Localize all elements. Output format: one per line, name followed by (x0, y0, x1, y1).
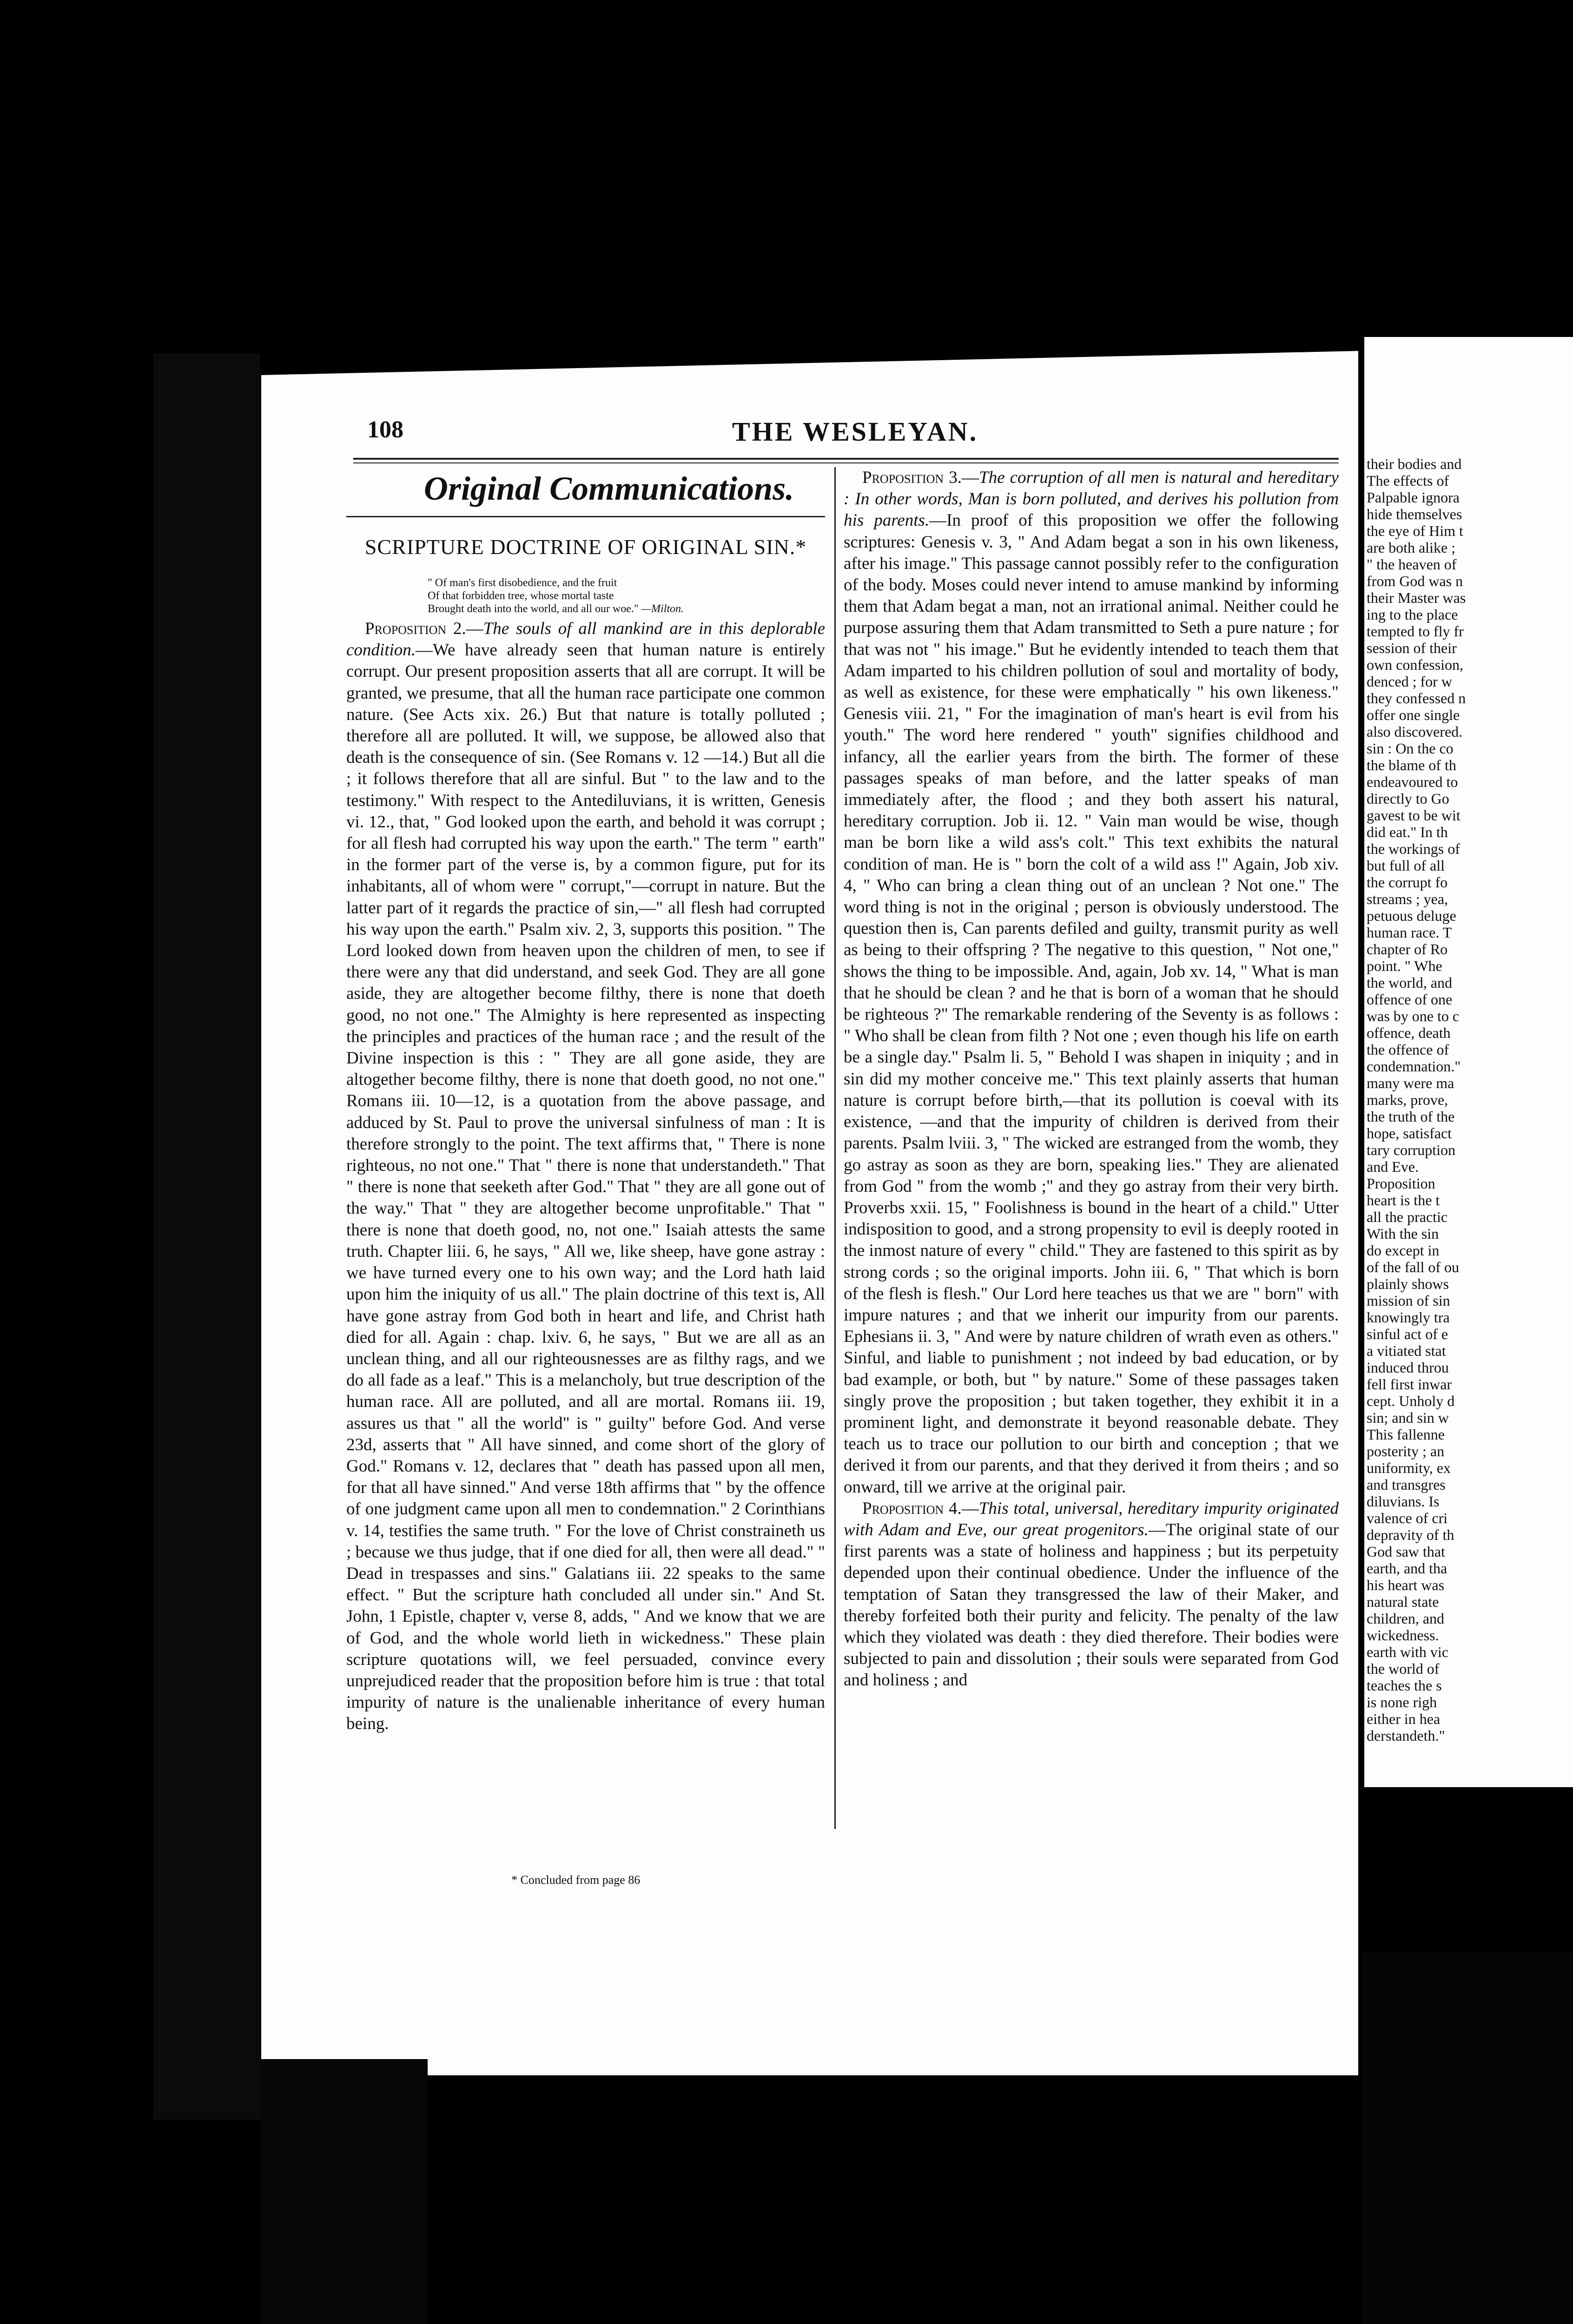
next-page-line: wickedness. (1367, 1627, 1439, 1644)
next-page-line: condemnation." (1367, 1058, 1461, 1075)
next-page-line: the world, and (1367, 974, 1452, 991)
next-page-line: tempted to fly fr (1367, 623, 1464, 640)
next-page-line: petuous deluge (1367, 907, 1456, 924)
header-rule (353, 458, 1339, 460)
epigraph (428, 576, 818, 615)
next-page-line: hide themselves (1367, 506, 1462, 522)
proposition-4-text: —The original state of our first parents was a state of holiness and happiness ; but its perpetuity depended upon their continual obedience. Under the influence of the temptation of Satan they transgressed the law of their Maker, and thereby forfeited both their purity and felicity. The penalty of the law which they violated was death : they died therefore. Their bodies were subjected to pain and dissolution ; their souls were separated from God and holiness ; and (844, 1520, 1339, 1690)
next-page-line: earth, and tha (1367, 1560, 1447, 1577)
footnote: * Concluded from page 86 (511, 1873, 641, 1887)
next-page-line: teaches the s (1367, 1677, 1442, 1694)
next-page-line: their Master was (1367, 589, 1466, 606)
next-page-line: This fallenne (1367, 1426, 1445, 1443)
next-page-line: diluvians. Is (1367, 1493, 1440, 1510)
left-column (346, 618, 825, 1845)
next-page-line: heart is the t (1367, 1192, 1440, 1208)
next-page-line: many were ma (1367, 1075, 1454, 1091)
proposition-3-heading: The corruption of all men is natural and hereditary : In other words, Man is born polluted, and derives his pollution from his parents. (844, 468, 1339, 530)
next-page-line: valence of cri (1367, 1510, 1448, 1526)
next-page-line: hope, satisfact (1367, 1125, 1452, 1142)
next-page-line: did eat." In th (1367, 824, 1448, 840)
next-page-line: chapter of Ro (1367, 941, 1448, 957)
next-page-line: all the practic (1367, 1208, 1448, 1225)
next-page-line: tary corruption (1367, 1142, 1456, 1158)
next-page-line: the truth of the (1367, 1108, 1455, 1125)
proposition-2-label: Proposition 2.— (365, 619, 483, 638)
next-page-line: was by one to c (1367, 1008, 1460, 1024)
next-page-line: are both alike ; (1367, 539, 1456, 556)
next-page-line: the blame of th (1367, 757, 1456, 773)
epigraph-line-2: Of that forbidden tree, whose mortal taste (428, 590, 614, 602)
next-page-line: do except in (1367, 1242, 1440, 1259)
next-page-line: and transgres (1367, 1476, 1446, 1493)
proposition-3-label: Proposition 3.— (862, 468, 979, 487)
epigraph-line-1: " Of man's first disobedience, and the fruit (428, 577, 617, 589)
next-page-line: offence, death (1367, 1024, 1451, 1041)
next-page-line: the eye of Him t (1367, 522, 1463, 539)
next-page-fragment (1364, 337, 1573, 1787)
next-page-line: point. " Whe (1367, 957, 1442, 974)
next-page-line: plainly shows (1367, 1275, 1449, 1292)
next-page-line: but full of all (1367, 857, 1445, 874)
next-page-line: earth with vic (1367, 1644, 1448, 1660)
section-rule (346, 516, 825, 517)
next-page-line: their bodies and (1367, 456, 1462, 472)
next-page-line: also discovered. (1367, 723, 1463, 740)
running-title: THE WESLEYAN. (732, 416, 978, 447)
next-page-line: the corrupt fo (1367, 874, 1448, 891)
next-page-line: the offence of (1367, 1041, 1449, 1058)
next-page-line: a vitiated stat (1367, 1342, 1446, 1359)
next-page-line: endeavoured to (1367, 773, 1458, 790)
epigraph-attribution: —Milton. (641, 603, 684, 615)
next-page-line: With the sin (1367, 1225, 1439, 1242)
next-page-line: " the heaven of (1367, 556, 1457, 573)
article-title: SCRIPTURE DOCTRINE OF ORIGINAL SIN.* (364, 535, 807, 559)
next-page-line: gavest to be wit (1367, 807, 1461, 824)
proposition-4-label: Proposition 4.— (862, 1499, 979, 1518)
next-page-line: session of their (1367, 640, 1457, 656)
next-page-line: Palpable ignora (1367, 489, 1460, 506)
proposition-4-heading: This total, universal, hereditary impurity originated with Adam and Eve, our great progenitors. (844, 1499, 1339, 1539)
next-page-line: Proposition (1367, 1175, 1435, 1192)
next-page-line: directly to Go (1367, 790, 1449, 807)
next-page-line: sin : On the co (1367, 740, 1454, 757)
next-page-line: and Eve. (1367, 1158, 1419, 1175)
next-page-line: offer one single (1367, 706, 1460, 723)
proposition-2-heading: The souls of all mankind are in this deplorable condition. (346, 619, 825, 660)
next-page-line: mission of sin (1367, 1292, 1450, 1309)
next-page-line: uniformity, ex (1367, 1459, 1451, 1476)
next-page-line: The effects of (1367, 472, 1449, 489)
epigraph-line-3: Brought death into the world, and all our woe." (428, 603, 639, 615)
next-page-line: knowingly tra (1367, 1309, 1450, 1326)
next-page-line: the world of (1367, 1660, 1440, 1677)
next-page-line: streams ; yea, (1367, 891, 1448, 907)
next-page-line: fell first inwar (1367, 1376, 1452, 1393)
next-page-line: natural state (1367, 1593, 1439, 1610)
next-page-line: own confession, (1367, 656, 1463, 673)
next-page-line: either in hea (1367, 1710, 1441, 1727)
book-spine-shadow (260, 2059, 428, 2324)
header-rule-thin (353, 462, 1339, 463)
next-page-line: sin; and sin w (1367, 1409, 1449, 1426)
proposition-2-text: —We have already seen that human nature is entirely corrupt. Our present proposition asserts that all are corrupt. It will be granted, we presume, that all the human race participate one common nature. (See Acts xix. 26.) But that nature is totally polluted ; therefore all are polluted. It will, we suppose, be allowed also that death is the consequence of sin. (See Romans v. 12 —14.) But all die ; it follows therefore that all are sinful. But " to the law and to the testimony." With respect to the Antediluvians, it is written, Genesis vi. 12., that, " God looked upon the earth, and behold it was corrupt ; for all flesh had corrupted his way upon the earth." The term " earth" in the former part of the verse is, by a common figure, put for its inhabitants, all of whom were " corrupt,"—corrupt in nature. But the latter part of it regards the practice of sin,—" all flesh had corrupted his way upon the earth." Psalm xiv. 2, 3, supports this position. " The Lord looked down from heaven upon the children of men, to see if there were any that did understand, and seek God. They are all gone aside, they are altogether become filthy, there is none that doeth good, no not one." The Almighty is here represented as inspecting the principles and practices of the human race ; and the result of the Divine inspection is this : " They are all gone aside, they are altogether become filthy, there is none that doeth good, no not one." Romans iii. 10—12, is a quotation from the above passage, and adduced by St. Paul to prove the universal sinfulness of man : It is therefore strongly to the point. The text affirms that, " There is none righteous, no not one." That " there is none that understandeth." That " there is none that seeketh after God." That " they are all gone out of the way." That " they are altogether become unprofitable." That " there is none that doeth good, no, not one." Isaiah attests the same truth. Chapter liii. 6, he says, " All we, like sheep, have gone astray : we have turned every one to his own way; and the Lord hath laid upon him the iniquity of us all." The plain doctrine of this text is, All have gone astray from God both in heart and life, and Christ hath died for all. Again : chap. lxiv. 6, he says, " But we are all as an unclean thing, and all our righteousnesses are as filthy rags, and we do all fade as a leaf." This is a melancholy, but true description of the human race. All are polluted, and all are mortal. Romans iii. 19, assures us that " all the world" is " guilty" before God. And verse 23d, asserts that " All have sinned, and come short of the glory of God." Romans v. 12, declares that " death has passed upon all men, for that all have sinned." And verse 18th affirms that " by the offence of one judgment came upon all men to condemnation." 2 Corinthians v. 14, testifies the same truth. " For the love of Christ constraineth us ; because we thus judge, that if one died for all, then were all dead." " Dead in trespasses and sins." Galatians iii. 22 speaks to the same effect. " But the scripture hath concluded all under sin." And St. John, 1 Epistle, chapter v, verse 8, adds, " And we know that we are of God, and the whole world lieth in wickedness." These plain scripture quotations will, we feel persuaded, convince every unprejudiced reader that the proposition before him is true : that total impurity of nature is the unalienable inheritance of every human being. (346, 640, 825, 1734)
proposition-3-text: —In proof of this proposition we offer the following scriptures: Genesis v. 3, " And Adam begat a son in his own likeness, after his image." This passage cannot possibly refer to the configuration of the body. Moses could never intend to amuse mankind by informing them that Adam begat a man, not an irrational animal. Neither could he purpose assuring them that Adam transmitted to Seth a pure nature ; for that was not " his image." But he evidently intended to teach them that Adam imparted to his children pollution of soul and mortality of body, as well as existence, for these were emphatically " his own likeness." Genesis viii. 21, " For the imagination of man's heart is evil from his youth." The word here rendered " youth" signifies childhood and infancy, all the earlier years from the birth. The former of these passages speaks of man before, and the latter speaks of man immediately after, the flood ; and they both assert his natural, hereditary corruption. Job ii. 12. " Vain man would be wise, though man be born like a wild ass's colt." This text exhibits the natural condition of man. He is " born the colt of a wild ass !" Again, Job xiv. 4, " Who can bring a clean thing out of an unclean ? Not one." The word thing is not in the original ; person is obviously understood. The question then is, Can parents defiled and guilty, transmit purity as well as being to their offspring ? The negative to this question, " Not one," shows the thing to be impossible. And, again, Job xv. 14, " What is man that he should be clean ? and he that is born of a woman that he should be righteous ?" The remarkable rendering of the Seventy is as follows : " Who shall be clean from filth ? Not one ; even though his life on earth be a single day." Psalm li. 5, " Behold I was shapen in iniquity ; and in sin did my mother conceive me." This text plainly asserts that human nature is corrupt before birth,—that its pollution is coeval with its existence, —and that the impurity of children is derived from their parents. Psalm lviii. 3, " The wicked are estranged from the womb, they go astray as soon as they are born, speaking lies." They are alienated from God " from the womb ;" and they go astray from their very birth. Proverbs xxii. 15, " Foolishness is bound in the heart of a child." Utter indisposition to good, and a strong propensity to evil is deeply rooted in the inmost nature of every " child." They are fastened to this spirit as by strong cords ; so the original imports. John iii. 6, " That which is born of the flesh is flesh." Our Lord here teaches us that we are " born" with impure natures ; and that we inherit our impurity from our parents. Ephesians ii. 3, " And were by nature children of wrath even as others." Sinful, and liable to punishment ; not indeed by bad education, or by bad example, or both, but " by nature." Some of these passages taken singly prove the proposition ; but taken together, they exhibit it in a prominent light, and demonstrate it beyond reasonable debate. They teach us to trace our pollution to our birth and conception ; that we derived it from our parents, and that they derived it from theirs ; and so onward, till we arrive at the original pair. (844, 511, 1339, 1497)
section-title: Original Communications. (423, 470, 794, 507)
right-column (844, 467, 1339, 1824)
next-page-line: offence of one (1367, 991, 1453, 1008)
next-page-line: God saw that (1367, 1543, 1445, 1560)
next-page-line: derstandeth." (1367, 1727, 1445, 1744)
next-page-line: induced throu (1367, 1359, 1449, 1376)
next-page-line: sinful act of e (1367, 1326, 1448, 1342)
next-page-line: ing to the place (1367, 606, 1458, 623)
next-page-line: from God was n (1367, 573, 1463, 589)
next-page-line: they confessed n (1367, 690, 1466, 706)
next-page-line: children, and (1367, 1610, 1445, 1627)
next-page-line: depravity of th (1367, 1526, 1454, 1543)
next-page-line: his heart was (1367, 1577, 1445, 1593)
next-page-line: the workings of (1367, 840, 1460, 857)
next-page-line: of the fall of ou (1367, 1259, 1460, 1275)
page-number: 108 (367, 416, 403, 443)
next-page-line: cept. Unholy d (1367, 1393, 1455, 1409)
next-page-line: marks, prove, (1367, 1091, 1448, 1108)
column-divider (834, 467, 836, 1829)
next-page-line: denced ; for w (1367, 673, 1452, 690)
next-page-line: posterity ; an (1367, 1443, 1445, 1459)
next-page-line: human race. T (1367, 924, 1452, 941)
next-page-line: is none righ (1367, 1694, 1437, 1710)
